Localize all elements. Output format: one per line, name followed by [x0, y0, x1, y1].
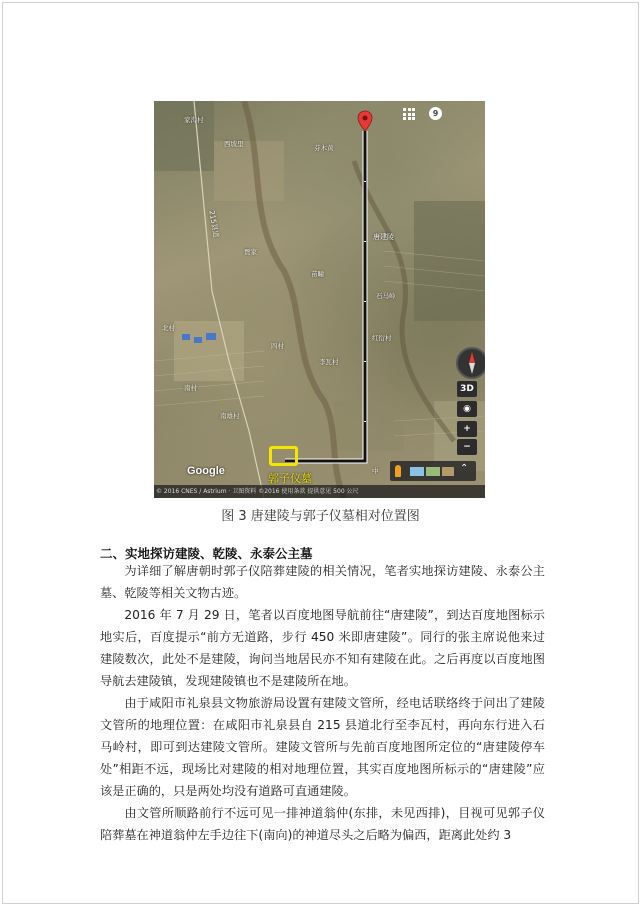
map-copyright: © 2016 CNES / Astrium · 卫图资料 ©2016 使用条款 提供意见 500 公尺	[154, 485, 485, 498]
3d-view-button[interactable]: 3D	[457, 381, 477, 397]
place-label: 贾家	[244, 248, 257, 256]
expand-icon[interactable]: ⌃	[460, 463, 469, 474]
place-label: 红衍村	[372, 334, 392, 342]
section-heading: 二、实地探访建陵、乾陵、永泰公主墓	[100, 546, 313, 561]
place-label: 家沟村	[184, 116, 204, 124]
pegman-icon[interactable]	[395, 465, 401, 477]
place-label: 北村	[162, 324, 175, 332]
road-label: 215县道	[207, 209, 221, 239]
highlight-label: 郭子仪墓	[268, 472, 312, 485]
paragraph: 由于咸阳市礼泉县文物旅游局设置有建陵文管所，经电话联络终于问出了建陵文管所的地理位置：在咸阳市礼泉县自 215 县道北行至李瓦村，再向东行进入石马岭村，即可到达建陵文管所。建陵文管所与先前百度地图所定位的“唐建陵停车处”相距不远，现场比对建陵的相对地理位置，其实百度地图所标示的“唐建陵”应该是正确的，只是两处均没有道路可直通建陵。	[100, 696, 545, 798]
paragraph: 2016 年 7 月 29 日，笔者以百度地图导航前往“唐建陵”，到达百度地图标示地实后，百度提示“前方无道路，步行 450 米即唐建陵”。同行的张主席说他来过建陵数次，此处不是建陵，询问当地居民亦不知有建陵在此。之后再度以百度地图导航去建陵镇，发现建陵镇也不是建陵所在地。	[100, 608, 545, 688]
highlight-box	[269, 446, 298, 466]
layer-switcher[interactable]	[390, 461, 476, 481]
place-label: 芬木黄	[314, 144, 334, 152]
paragraph: 为详细了解唐朝时郭子仪陪葬建陵的相关情况，笔者实地探访建陵、永泰公主墓、乾陵等相关文物古迹。	[100, 564, 545, 600]
zoom-in-button[interactable]: +	[457, 421, 477, 437]
google-logo: Google	[187, 465, 225, 477]
satellite-map[interactable]	[154, 101, 485, 498]
place-label: 南雄村	[220, 412, 240, 420]
place-label: 西坡里	[224, 140, 244, 148]
layer-thumb-3[interactable]	[442, 467, 454, 476]
place-label: 李瓦村	[319, 358, 339, 366]
notification-badge[interactable]: 9	[429, 107, 442, 120]
zoom-out-button[interactable]: −	[457, 439, 477, 455]
apps-grid-icon[interactable]	[403, 108, 415, 120]
paragraph: 由文管所顺路前行不远可见一排神道翁仲(东排，未见西排)，目视可见郭子仪陪葬墓在神道翁仲左手边往下(南向)的神道尽头之后略为偏西，距离此处约 3	[100, 806, 545, 842]
layer-thumb-1[interactable]	[410, 467, 424, 476]
layer-thumb-2[interactable]	[426, 467, 440, 476]
place-label: 四村	[271, 342, 284, 350]
destination-pin-icon[interactable]	[357, 110, 373, 132]
figure-caption: 图 3 唐建陵与郭子仪墓相对位置图	[221, 509, 420, 524]
place-label: 苗疃	[311, 270, 324, 278]
location-icon[interactable]: ◉	[457, 401, 477, 417]
place-label: 石马岭	[376, 292, 396, 300]
route-line	[154, 101, 485, 498]
place-label: 中	[372, 467, 379, 475]
compass-icon[interactable]	[456, 347, 485, 379]
place-label: 南村	[184, 384, 197, 392]
destination-label: 唐建陵	[373, 233, 394, 241]
